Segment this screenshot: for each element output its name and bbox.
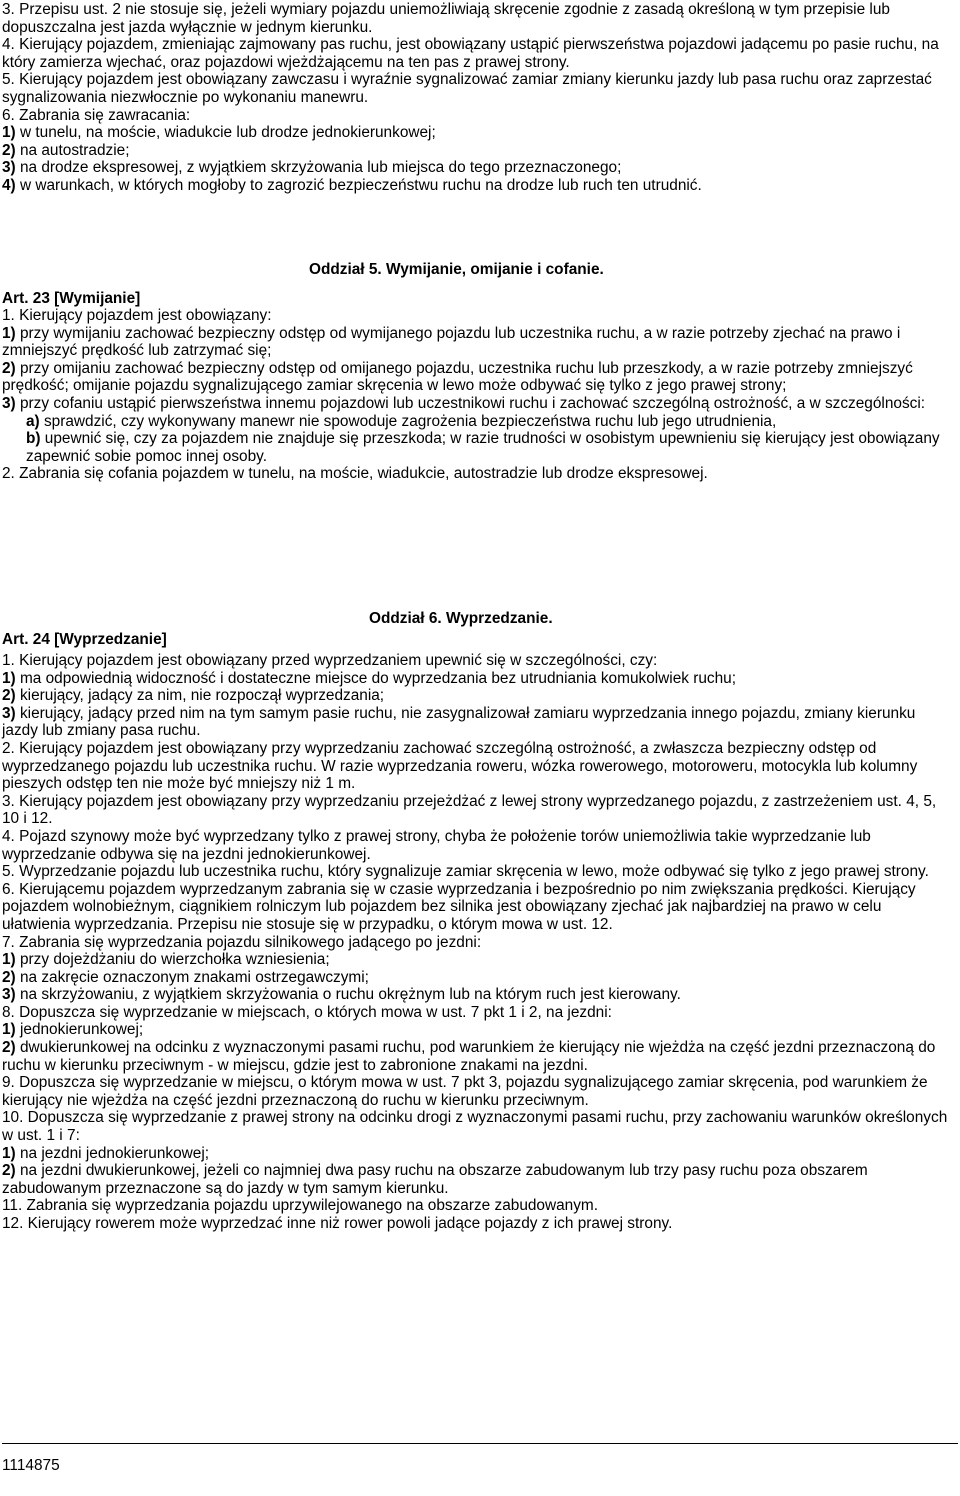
footer-divider: [2, 1443, 958, 1444]
section-heading: Oddział 5. Wymijanie, omijanie i cofanie.: [309, 261, 604, 278]
item-number: 3): [2, 394, 16, 412]
list-item: [2, 951, 954, 969]
item-text: upewnić się, czy za pojazdem nie znajduje się przeszkoda; w razie trudności w osobistym upewnieniu się kierujący jest obowiązany zapewnić sobie pomoc innej osoby.: [26, 430, 940, 465]
item-text: na skrzyżowaniu, z wyjątkiem skrzyżowania o ruchu okrężnym lub na którym ruch jest kierowany.: [15, 986, 681, 1004]
item-text: dwukierunkowej na odcinku z wyznaczonymi pasami ruchu, pod warunkiem że kierujący nie wjeżdża na część jezdni przeznaczoną do ruchu w kierunku przeciwnym - w miejscu, gdzie jest to zabronione znakami na jezdni.: [2, 1039, 936, 1074]
paragraph: 4. Kierujący pojazdem, zmieniając zajmowany pas ruchu, jest obowiązany ustąpić pierwszeństwa pojazdowi jadącemu po pasie ruchu, na który zamierza wjechać, oraz pojazdowi wjeżdżającemu na ten pas z prawej strony.: [2, 36, 939, 71]
item-number: 2): [2, 359, 16, 377]
list-item: [2, 177, 954, 195]
article-24-body: [2, 652, 954, 1233]
item-number: 3): [2, 986, 16, 1004]
paragraph: 3. Kierujący pojazdem jest obowiązany przy wyprzedzaniu przejeżdżać z lewej strony wyprzedzanego pojazdu, z zastrzeżeniem ust. 4, 5, 10 i 12.: [2, 792, 937, 828]
item-number: 1): [2, 324, 16, 342]
item-number: 3): [2, 159, 16, 177]
paragraph: 5. Kierujący pojazdem jest obowiązany zawczasu i wyraźnie sygnalizować zamiar zmiany kierunku jazdy lub pasa ruchu oraz zaprzestać sygnalizowania niezwłocznie po wykonaniu manewru.: [2, 71, 932, 106]
paragraph: 7. Zabrania się wyprzedzania pojazdu silnikowego jadącego po jezdni:: [2, 933, 482, 951]
list-item: [2, 360, 954, 395]
paragraph: 5. Wyprzedzanie pojazdu lub uczestnika ruchu, który sygnalizuje zamiar skręcenia w lewo, może odbywać się tylko z jego prawej strony.: [2, 863, 929, 881]
item-number: 1): [2, 1144, 16, 1162]
list-item: [2, 705, 954, 740]
list-item: [2, 687, 954, 705]
item-text: przy dojeżdżaniu do wierzchołka wzniesienia;: [15, 951, 330, 969]
item-text: na drodze ekspresowej, z wyjątkiem skrzyżowania lub miejsca do tego przeznaczonego;: [15, 159, 622, 177]
item-text: w tunelu, na moście, wiadukcie lub drodze jednokierunkowej;: [15, 124, 436, 142]
item-text: przy wymijaniu zachować bezpieczny odstęp od wymijanego pojazdu lub uczestnika ruchu, a w razie potrzeby zjechać na prawo i zmniejszyć prędkość lub zatrzymać się;: [2, 324, 901, 360]
item-text: jednokierunkowej;: [15, 1021, 144, 1039]
item-number: 2): [2, 1162, 16, 1180]
paragraph: 1. Kierujący pojazdem jest obowiązany przed wyprzedzaniem upewnić się w szczególności, czy:: [2, 652, 658, 669]
paragraph: 10. Dopuszcza się wyprzedzanie z prawej strony na odcinku drogi z wyznaczonymi pasami ruchu, przy zachowaniu warunków określonych w ust. 1 i 7:: [2, 1109, 948, 1145]
paragraph: 2. Zabrania się cofania pojazdem w tunelu, na moście, wiadukcie, autostradzie lub drodze ekspresowej.: [2, 465, 708, 483]
list-item: [2, 325, 954, 360]
item-text: kierujący, jadący za nim, nie rozpoczął wyprzedzania;: [15, 687, 385, 705]
paragraph: 11. Zabrania się wyprzedzania pojazdu uprzywilejowanego na obszarze zabudowanym.: [2, 1197, 599, 1215]
item-text: przy cofaniu ustąpić pierwszeństwa innemu pojazdowi lub uczestnikowi ruchu i zachować szczególną ostrożność, a w szczególności:: [15, 394, 926, 412]
paragraph: 2. Kierujący pojazdem jest obowiązany przy wyprzedzaniu zachować szczególną ostrożność, a zwłaszcza bezpieczny odstęp od wyprzedzanego pojazdu lub uczestnika ruchu. W razie wyprzedzania roweru, wózka rowerowego, motoroweru, motocykla lub kolumny pieszych odstęp ten nie może być mniejszy niż 1 m.: [2, 739, 918, 793]
item-text: na jezdni jednokierunkowej;: [15, 1144, 210, 1162]
list-item: [2, 124, 954, 142]
section-heading: Oddział 6. Wyprzedzanie.: [369, 610, 553, 627]
item-text: sprawdzić, czy wykonywany manewr nie spowoduje zagrożenia bezpieczeństwa ruchu lub jego utrudnienia,: [39, 412, 777, 430]
list-item: [2, 1021, 954, 1039]
item-text: na zakręcie oznaczonym znakami ostrzegawczymi;: [15, 968, 369, 986]
item-text: na jezdni dwukierunkowej, jeżeli co najmniej dwa pasy ruchu na obszarze zabudowanym lub trzy pasy ruchu poza obszarem zabudowanym przeznaczone są do jazdy w tym samym kierunku.: [2, 1162, 868, 1197]
document-id: 1114875: [2, 1457, 60, 1474]
list-item: [2, 1145, 954, 1163]
list-item: [2, 670, 954, 688]
item-number: 3): [2, 704, 16, 722]
paragraph: 1. Kierujący pojazdem jest obowiązany:: [2, 307, 272, 324]
item-number: 1): [2, 951, 16, 969]
list-item: [2, 969, 954, 987]
item-number: 1): [2, 1021, 16, 1039]
item-text: przy omijaniu zachować bezpieczny odstęp od omijanego pojazdu, uczestnika ruchu lub przeszkody, a w razie potrzeby zmniejszyć prędkość; omijanie pojazdu sygnalizującego zamiar skręcenia w lewo może odbywać się tylko z jego prawej strony;: [2, 359, 913, 395]
continued-provisions: [2, 1, 954, 195]
item-text: kierujący, jadący przed nim na tym samym pasie ruchu, nie zasygnalizował zamiaru wyprzedzania innego pojazdu, zmiany kierunku jazdy lub zmiany pasa ruchu.: [2, 704, 916, 740]
paragraph: 4. Pojazd szynowy może być wyprzedzany tylko z prawej strony, chyba że położenie torów uniemożliwia takie wyprzedzanie lub wyprzedzanie odbywa się na jezdni jednokierunkowej.: [2, 827, 871, 863]
paragraph: 6. Zabrania się zawracania:: [2, 106, 191, 124]
item-number: 1): [2, 669, 16, 687]
item-text: na autostradzie;: [15, 141, 130, 159]
list-item: [2, 986, 954, 1004]
paragraph: 9. Dopuszcza się wyprzedzanie w miejscu, o którym mowa w ust. 7 pkt 3, pojazdu sygnalizującego zamiar skręcenia, pod warunkiem że kierujący nie wjeżdża na część jezdni przeznaczoną do ruchu w kierunku przeciwnym.: [2, 1074, 928, 1109]
article-23-body: [2, 307, 954, 483]
item-number: 2): [2, 1039, 16, 1057]
list-item: [2, 430, 954, 465]
item-number: 4): [2, 176, 16, 194]
item-number: a): [26, 412, 40, 430]
item-number: 1): [2, 124, 16, 142]
item-number: 2): [2, 687, 16, 705]
item-number: 2): [2, 141, 16, 159]
item-text: w warunkach, w których mogłoby to zagrozić bezpieczeństwu ruchu na drodze lub ruch ten utrudnić.: [15, 176, 702, 194]
paragraph: 6. Kierującemu pojazdem wyprzedzanym zabrania się w czasie wyprzedzania i bezpośrednio po nim zwiększania prędkości. Kierujący pojazdem wolnobieżnym, ciągnikiem rolniczym lub pojazdem bez silnika jest obowiązany zjechać jak najbardziej na prawo w celu ułatwienia wyprzedzania. Przepisu nie stosuje się w przypadku, o którym mowa w ust. 12.: [2, 880, 916, 933]
list-item: [2, 395, 954, 413]
item-number: 2): [2, 968, 16, 986]
list-item: [2, 1039, 954, 1074]
paragraph: 12. Kierujący rowerem może wyprzedzać inne niż rower powoli jadące pojazdy z ich prawej strony.: [2, 1215, 673, 1232]
list-item: [2, 413, 954, 431]
list-item: [2, 1162, 954, 1197]
list-item: [2, 159, 954, 177]
article-title: Art. 24 [Wyprzedzanie]: [2, 631, 167, 648]
item-text: ma odpowiednią widoczność i dostateczne miejsce do wyprzedzania bez utrudniania komukolwiek ruchu;: [15, 669, 737, 687]
article-title: Art. 23 [Wymijanie]: [2, 290, 141, 307]
paragraph: 3. Przepisu ust. 2 nie stosuje się, jeżeli wymiary pojazdu uniemożliwiają skręcenie zgodnie z zasadą określoną w tym przepisie lub dopuszczalna jest jazda wyłącznie w jednym kierunku.: [2, 1, 890, 36]
paragraph: 8. Dopuszcza się wyprzedzanie w miejscach, o których mowa w ust. 7 pkt 1 i 2, na jezdni:: [2, 1003, 612, 1021]
list-item: [2, 142, 954, 160]
item-number: b): [26, 430, 41, 448]
